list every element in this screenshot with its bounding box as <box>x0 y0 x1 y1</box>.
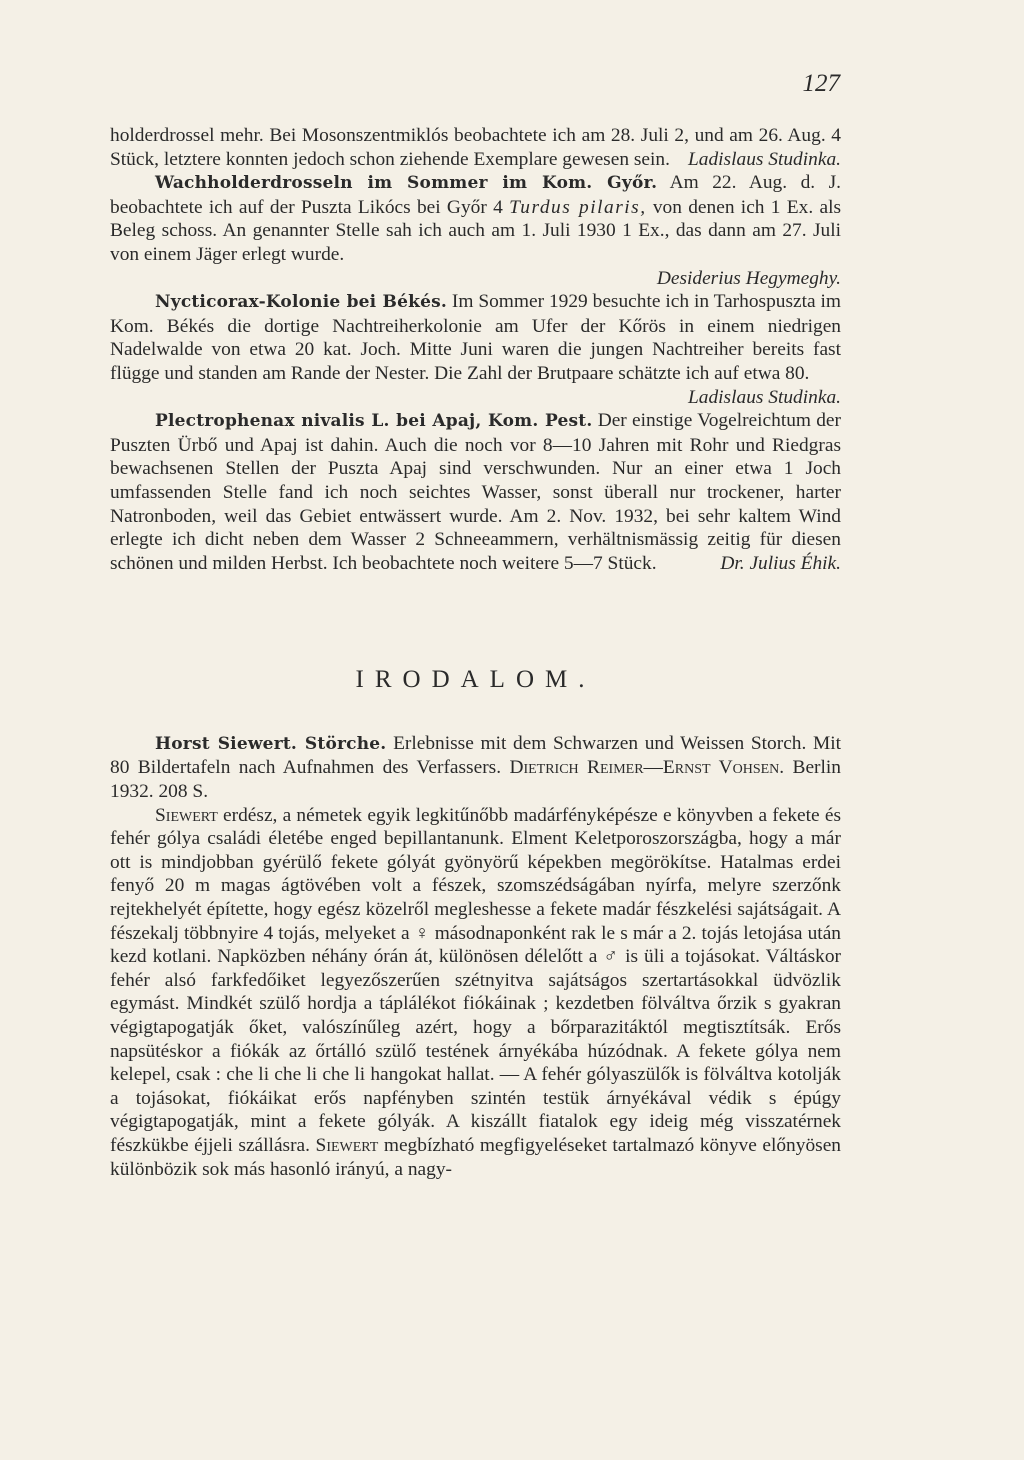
author-signature: Ladislaus Studinka. <box>688 148 841 170</box>
publisher-name: Dietrich Reimer—Ernst Vohsen <box>509 757 780 779</box>
author-name: Siewert <box>315 1134 379 1156</box>
review-text: erdész, a németek egyik legkitűnőbb madárfényképésze e könyvben a fekete és fehér gólya családi életébe enged bepillantanunk. Elment Keletporoszországba, hogy a már ott is mindjobban gyérülő fekete gólyát gyönyörű képekben megörökítse. Hatalmas erdei fenyő 20 m magas ágtövében volt a fészek, szomszédságában nyírfa, melyre szerzőnk rejtekhelyét építette, hogy egész közelről megleshesse a fekete madár fészkelési sajátságait. A fészekalj többnyire 4 tojás, melyeket a ♀ másodnaponként rak le s már a 2. tojás letojása után kezd kotlani. Napközben néhány órán át, különösen délelőtt a ♂ is üli a tojásokat. Váltáskor fehér alsó farkfedőiket legyezőszerűen szétnyitva sajátságos szertartásokkal üdvözlik egymást. Mindkét szülő hordja a táplálékot fiókáinak ; kezdetben fölváltva őrzik s gyakran végigtapogatják őket, valószínűleg azért, hogy a bőrparazitáktól megtisztítsák. Erős napsütéskor a fiókák az őrtálló szülő testének árnyékába húzódnak. A fekete gólya nem kelepel, csak : che li che li che li hangokat hallat. — A fehér gólyaszülők is fölváltva kotolják a tojásokat, fiókáikat erős napfényben szintén testük árnyékával védik s épúgy végigtapogatják, mint a fekete gólyák. A kiszállt fiatalok egy ideig még visszatérnek fészkükbe éjjeli szállásra. <box>110 804 841 1156</box>
book-heading: Horst Siewert. Störche. <box>155 733 387 754</box>
author-name: Siewert <box>155 804 218 826</box>
book-description: Erlebnisse mit dem Schwarzen und Weissen Storch. Mit 80 Bildertafeln nach Aufnahmen des Verfassers. <box>110 732 842 779</box>
paragraph-text: Im Sommer 1929 besuchte ich in Tarhospuszta im Kom. Békés die dortige Nachtreiherkolonie am Ufer der Kőrös in einem niedrigen Nadelwalde von etwa 20 kat. Joch. Mitte Juni waren die jungen Nachtreiher bereits fast flügge und standen am Rande der Nester. Die Zahl der Brutpaare schätzte ich auf etwa 80. <box>110 291 841 384</box>
paragraph-heading: Wachholderdrosseln im Sommer im Kom. Győr. <box>155 173 658 194</box>
review-text: megbízható megfigyeléseket tartalmazó könyve előnyösen különbözik sok más hasonló irányú, a nagy- <box>110 1134 841 1180</box>
paragraph-plectrophenax <box>110 409 841 575</box>
book-description: . Berlin 1932. 208 S. <box>110 757 841 803</box>
species-name: Turdus pilaris, <box>509 196 647 218</box>
review-paragraph <box>110 804 841 1182</box>
author-signature: Desiderius Hegymeghy. <box>656 267 841 289</box>
book-reference <box>110 732 841 804</box>
paragraph-text: Am 22. Aug. d. J. beobachtete ich auf der Puszta Likócs bei Győr 4 <box>110 172 841 218</box>
page-number: 127 <box>802 70 840 97</box>
paragraph-heading: Plectrophenax nivalis L. bei Apaj, Kom. Pest. <box>155 411 593 432</box>
paragraph-heading: Nycticorax-Kolonie bei Békés. <box>155 292 447 313</box>
page-content <box>110 124 841 1181</box>
section-title-irodalom: IRODALOM. <box>355 666 596 694</box>
author-signature: Ladislaus Studinka. <box>688 386 841 408</box>
paragraph-text: Der einstige Vogelreichtum der Puszten Ürbő und Apaj ist dahin. Auch die noch vor 8—10 Jahren mit Rohr und Riedgras bewachsenen Stellen der Puszta Apaj sind verschwunden. Nur an einer etwa 1 Joch umfassenden Stelle fand ich noch seichtes Wasser, sonst überall nur trockener, harter Natronboden, weil das Gebiet entwässert wurde. Am 2. Nov. 1932, bei sehr kaltem Wind erlegte ich dicht neben dem Wasser 2 Schneeammern, verhältnismässig zeitig für diesen schönen und milden Herbst. Ich beobachtete noch weitere 5—7 Stück. <box>110 410 841 574</box>
paragraph-wachholderdrosseln <box>110 171 841 266</box>
paragraph-text: von denen ich 1 Ex. als Beleg schoss. An genannter Stelle sah ich auch am 1. Juli 1930 1 Ex., das dann am 27. Juli von einem Jäger erlegt wurde. <box>110 196 842 265</box>
paragraph-nycticorax <box>110 290 841 385</box>
author-signature: Dr. Julius Éhik. <box>720 552 841 574</box>
paragraph-text: holderdrossel mehr. Bei Mosonszentmiklós beobachtete ich am 28. Juli 2, und am 26. Aug. 4 Stück, letztere konnten jedoch schon ziehende Exemplare gewesen sein. <box>110 125 841 170</box>
